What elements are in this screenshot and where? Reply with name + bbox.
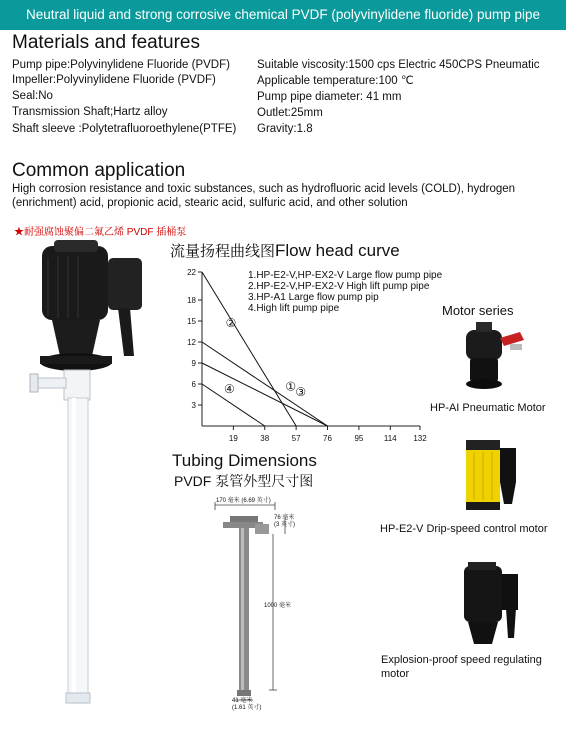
y-tick-label: 9 xyxy=(191,359,196,368)
explosion-proof-motor-image xyxy=(458,560,530,650)
legend-item-2: 2.HP-E2-V,HP-EX2-V High lift pump pipe xyxy=(248,281,430,292)
x-tick-label: 38 xyxy=(260,434,270,443)
spec-impeller: Impeller:Polyvinylidene Fluoride (PVDF) xyxy=(12,74,216,86)
flow-head-title xyxy=(170,240,400,261)
product-red-label: ★耐强腐蚀聚偏二氟乙烯 PVDF 插桶泵 xyxy=(14,227,187,238)
spec-pump-pipe: Pump pipe:Polyvinylidene Fluoride (PVDF) xyxy=(12,59,230,71)
motor-neck xyxy=(52,320,100,356)
y-tick-label: 6 xyxy=(191,380,196,389)
y-tick-label: 22 xyxy=(187,268,196,277)
y-tick-label: 12 xyxy=(187,338,196,347)
spec-gravity: Gravity:1.8 xyxy=(257,123,313,135)
legend-item-3: 3.HP-A1 Large flow pump pip xyxy=(248,292,379,303)
series-label: ② xyxy=(225,316,237,330)
motor-body xyxy=(42,246,108,320)
materials-right-list xyxy=(257,58,540,138)
y-tick-label: 3 xyxy=(191,401,196,410)
spec-sleeve: Shaft sleeve :Polytetrafluoroethylene(PTFE) xyxy=(12,123,237,135)
spec-seal: Seal:No xyxy=(12,90,53,102)
y-tick-label: 15 xyxy=(187,317,196,326)
application-text: High corrosion resistance and toxic substances, such as hydrofluoric acid levels (COLD), hydrogen (enrichment) acid, propionic acid, stearic acid, sulfuric acid, and other solution xyxy=(12,183,516,209)
dim-diameter-label-1: 41 毫米 xyxy=(232,698,253,704)
pump-illustration xyxy=(18,238,178,718)
materials-left-list xyxy=(12,58,236,138)
motor-caption-pneumatic: HP-AI Pneumatic Motor xyxy=(430,402,546,414)
series-label: ③ xyxy=(295,385,307,399)
flow-head-title-cn: 流量扬程曲线图 xyxy=(170,243,276,260)
x-tick-label: 76 xyxy=(323,434,332,443)
legend-item-1: 1.HP-E2-V,HP-EX2-V Large flow pump pipe xyxy=(248,270,443,281)
materials-heading: Materials and features xyxy=(12,32,200,53)
application-heading: Common application xyxy=(12,160,186,181)
tubing-subtitle: PVDF 泵管外型尺寸图 xyxy=(174,473,314,489)
series-line xyxy=(202,363,328,426)
dim-length-label: 1000 毫米 xyxy=(264,603,292,609)
x-tick-label: 132 xyxy=(413,434,427,443)
chart-legend xyxy=(248,270,442,314)
junction-box xyxy=(108,258,142,310)
tubing-drawing xyxy=(205,492,315,714)
dim-diameter-label-2: (1.61 英寸) xyxy=(232,705,262,711)
motor-caption-explosion: Explosion-proof speed regulating motor xyxy=(381,654,542,680)
y-tick-label: 18 xyxy=(187,296,196,305)
outlet-pipe xyxy=(36,378,66,388)
x-tick-label: 114 xyxy=(383,434,397,443)
spec-diameter: Pump pipe diameter: 41 mm xyxy=(257,91,402,103)
header-banner xyxy=(0,0,566,30)
banner-title: Neutral liquid and strong corrosive chemical PVDF (polyvinylidene fluoride) pump pipe xyxy=(26,7,540,22)
tubing-title: Tubing Dimensions xyxy=(172,451,317,470)
pneumatic-motor-image xyxy=(450,318,530,398)
x-tick-label: 19 xyxy=(228,434,238,443)
pump-tube xyxy=(68,398,88,698)
legend-item-4: 4.High lift pump pipe xyxy=(248,303,340,314)
drip-speed-motor-image xyxy=(458,432,528,522)
spec-shaft: Transmission Shaft;Hartz alloy xyxy=(12,106,168,118)
dim-top-label-1: 76 毫米 xyxy=(274,515,295,521)
spec-viscosity: Suitable viscosity:1500 cps Electric 450CPS Pneumatic xyxy=(257,59,540,71)
flow-head-title-en: Flow head curve xyxy=(275,241,400,260)
motor-caption-drip: HP-E2-V Drip-speed control motor xyxy=(380,523,548,535)
x-tick-label: 95 xyxy=(354,434,364,443)
motor-top-cap xyxy=(54,240,98,252)
series-label: ④ xyxy=(223,382,235,396)
dim-top-label-2: (3 英寸) xyxy=(274,522,296,528)
switch-handle xyxy=(118,308,134,356)
motor-series-heading: Motor series xyxy=(442,303,514,318)
spec-temperature: Applicable temperature:100 ℃ xyxy=(257,75,414,87)
spec-outlet: Outlet:25mm xyxy=(257,107,323,119)
tube-foot xyxy=(66,693,90,703)
series-label: ① xyxy=(285,379,297,394)
pump-head xyxy=(64,370,90,400)
dim-width-label: 170 毫米 (6.69 英寸) xyxy=(216,498,271,504)
x-tick-label: 57 xyxy=(291,434,301,443)
series-line xyxy=(202,342,328,426)
